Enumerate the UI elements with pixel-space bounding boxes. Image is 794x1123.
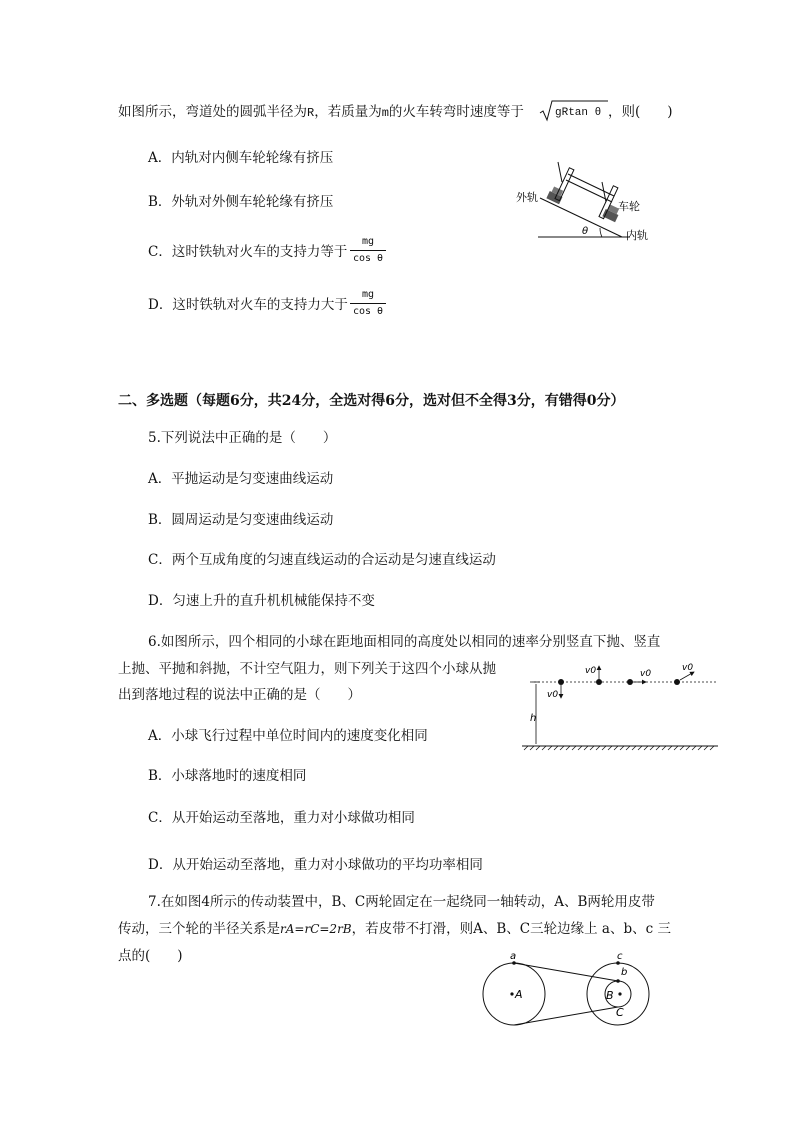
q4-option-b: B．外轨对外侧车轮轮缘有挤压 bbox=[148, 194, 334, 210]
q5-option-b: B．圆周运动是匀变速曲线运动 bbox=[148, 512, 334, 528]
wheel-label: 车轮 bbox=[618, 200, 640, 213]
q6-option-d: D．从开始运动至落地，重力对小球做功的平均功率相同 bbox=[148, 857, 483, 873]
q7-stem-line-3: 点的( ) bbox=[118, 948, 183, 964]
label-b: b bbox=[621, 967, 628, 978]
height-label: h bbox=[530, 713, 537, 724]
inner-rail-label: 内轨 bbox=[626, 229, 648, 242]
q5-option-c: C．两个互成角度的匀速直线运动的合运动是匀速直线运动 bbox=[148, 552, 496, 568]
q4-symbol-R: R bbox=[307, 106, 315, 120]
q4-stem-part-c: 的火车转弯时速度等于 bbox=[388, 104, 524, 120]
q4-option-a: A．内轨对内侧车轮轮缘有挤压 bbox=[148, 150, 334, 166]
q4-stem-part-a: 如图所示，弯道处的圆弧半径为 bbox=[118, 104, 307, 120]
q6-option-a: A．小球飞行过程中单位时间内的速度变化相同 bbox=[148, 728, 428, 744]
q4-stem-part-b: ，若质量为 bbox=[314, 104, 382, 120]
q7-transmission-figure bbox=[480, 950, 660, 1030]
v0-label-down: v0 bbox=[547, 690, 559, 700]
q6-projectile-figure bbox=[518, 660, 723, 755]
q4-d-denominator: cos θ bbox=[352, 306, 384, 317]
q4-option-d: D．这时铁轨对火车的支持力大于 bbox=[148, 297, 348, 313]
q4-d-fraction-bar bbox=[350, 303, 386, 304]
q7-line-2-start: 传动，三个轮的半径关系是 bbox=[118, 921, 280, 937]
ground-hatch bbox=[524, 746, 714, 750]
label-a: a bbox=[510, 951, 517, 962]
q4-c-numerator: mg bbox=[361, 236, 375, 247]
q5-stem: 5.下列说法中正确的是（ ） bbox=[148, 430, 337, 446]
q5-option-d: D．匀速上升的直升机机械能保持不变 bbox=[148, 593, 375, 609]
label-C: C bbox=[616, 1006, 624, 1019]
q7-line-2-end: ，若皮带不打滑，则A、B、C三轮边缘上 a、b、c 三 bbox=[351, 921, 671, 937]
q4-d-numerator: mg bbox=[361, 289, 375, 300]
label-A: A bbox=[515, 988, 523, 1001]
q4-c-denominator: cos θ bbox=[352, 253, 384, 264]
v0-label-up: v0 bbox=[585, 666, 597, 676]
q6-stem-line-1: 6.如图所示，四个相同的小球在距地面相同的高度处以相同的速率分别竖直下抛、竖直 bbox=[148, 634, 661, 650]
ball-thrown-horizontal bbox=[627, 679, 633, 685]
q4-railway-figure bbox=[510, 160, 670, 255]
q6-option-c: C．从开始运动至落地，重力对小球做功相同 bbox=[148, 810, 415, 826]
center-B bbox=[618, 992, 621, 995]
q7-stem-line-2 bbox=[118, 920, 671, 938]
q6-option-b: B．小球落地时的速度相同 bbox=[148, 768, 307, 784]
theta-label: θ bbox=[582, 226, 589, 237]
v0-label-oblique: v0 bbox=[682, 663, 694, 673]
section-2-heading: 二、多选题（每题6分，共24分，全选对得6分，选对但不全得3分，有错得0分） bbox=[118, 393, 625, 409]
q4-stem-end: ，则( ) bbox=[608, 104, 673, 120]
ball-thrown-oblique bbox=[674, 679, 680, 685]
q7-stem-line-1: 7.在如图4所示的传动装置中，B、C两轮固定在一起绕同一轴转动，A、B两轮用皮带 bbox=[148, 894, 655, 910]
q4-symbol-m: m bbox=[381, 106, 389, 120]
ball-thrown-down bbox=[558, 679, 564, 685]
oblique-velocity-arrow bbox=[680, 672, 694, 680]
q4-option-c: C．这时铁轨对火车的支持力等于 bbox=[148, 244, 348, 260]
wheel-A bbox=[483, 963, 545, 1025]
label-c: c bbox=[617, 951, 623, 962]
q6-stem-line-2: 上抛、平抛和斜抛，不计空气阻力，则下列关于这四个小球从抛 bbox=[118, 661, 496, 677]
belt-top bbox=[514, 963, 618, 981]
label-B: B bbox=[606, 989, 614, 1002]
ball-thrown-up bbox=[596, 679, 602, 685]
q7-radius-formula: rA=rC=2rB bbox=[280, 922, 352, 936]
v0-label-horizontal: v0 bbox=[640, 669, 652, 679]
q4-sqrt-argument: gRtan θ bbox=[555, 107, 602, 119]
point-b bbox=[616, 979, 620, 983]
angle-arc bbox=[600, 228, 602, 237]
q6-stem-line-3: 出到落地过程的说法中正确的是（ ） bbox=[118, 687, 361, 703]
q4-c-fraction-bar bbox=[350, 250, 386, 251]
belt-bottom bbox=[514, 1007, 618, 1025]
outer-rail-label: 外轨 bbox=[516, 191, 538, 204]
q4-stem bbox=[118, 103, 524, 122]
q5-option-a: A．平抛运动是匀变速曲线运动 bbox=[148, 471, 334, 487]
center-A bbox=[510, 992, 513, 995]
